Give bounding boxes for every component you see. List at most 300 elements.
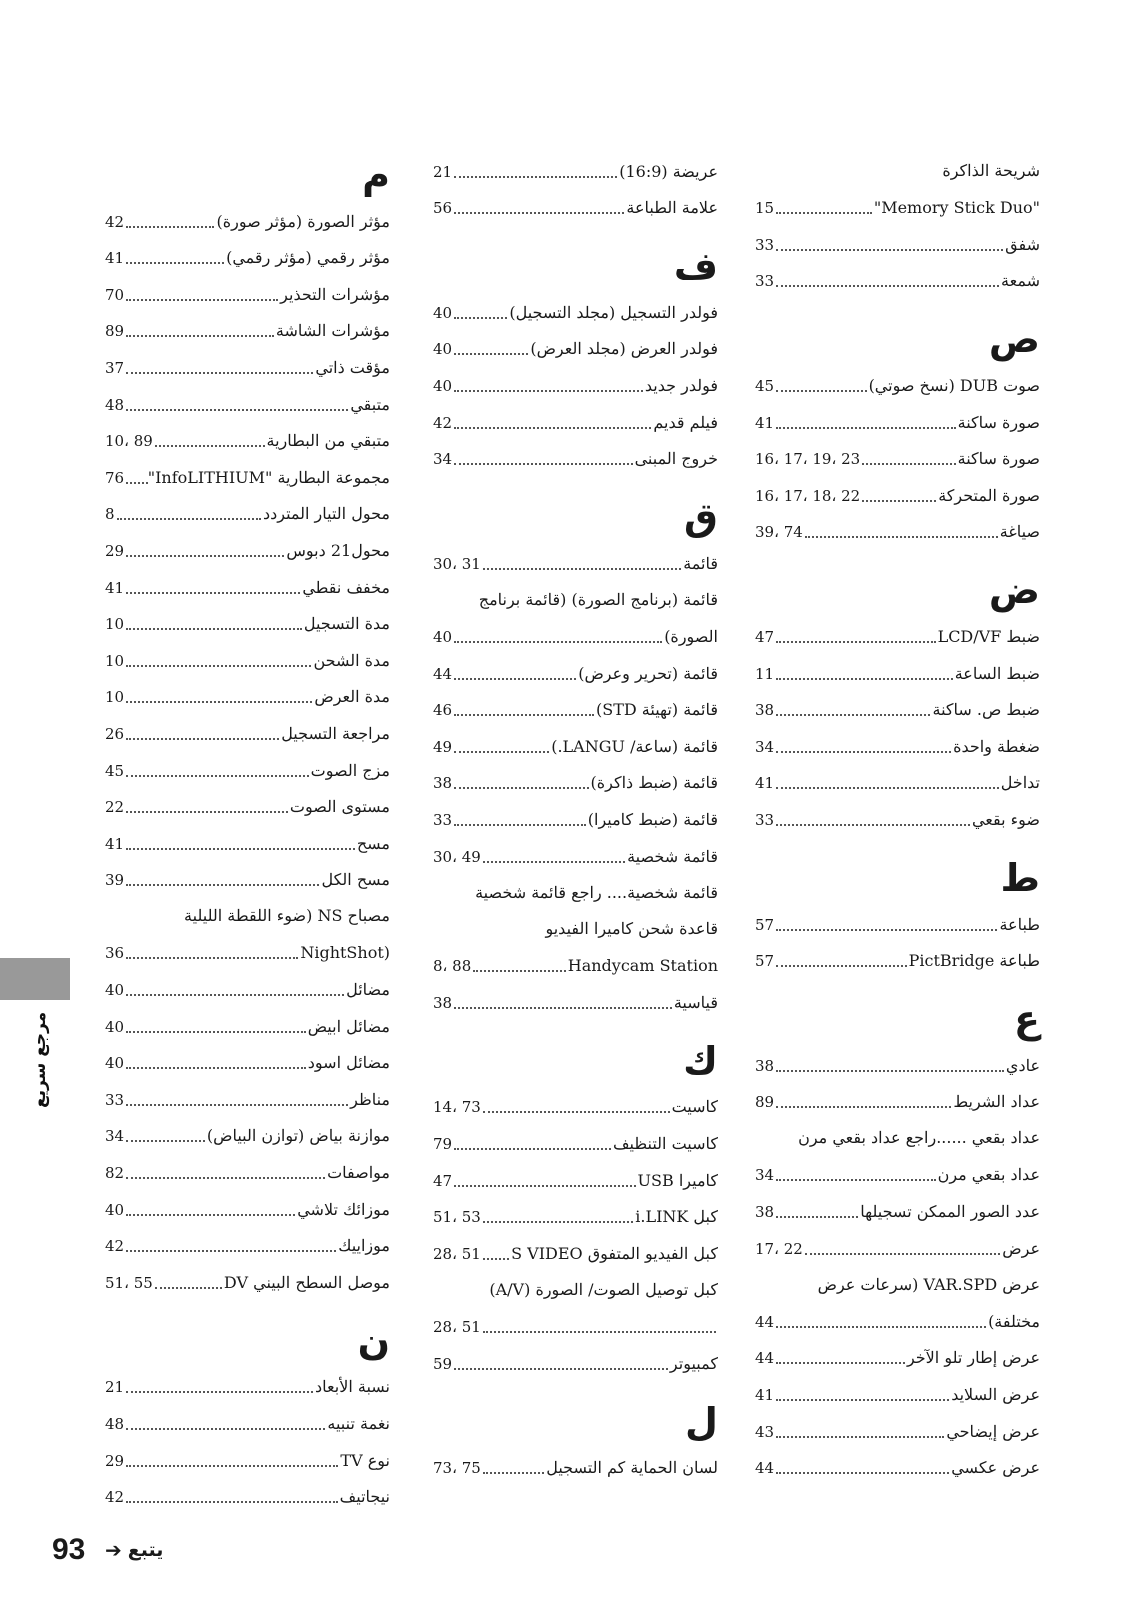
index-page-ref: 16، 17، 19، 23 <box>755 450 861 469</box>
index-entry <box>755 438 1040 475</box>
index-term: قائمة (تحرير وعرض) <box>578 663 718 683</box>
index-page-ref: 42 <box>105 1237 125 1256</box>
index-page-ref: 40 <box>433 627 453 646</box>
dot-leader <box>776 1179 935 1181</box>
index-page-ref: 47 <box>755 627 775 646</box>
dot-leader <box>126 335 274 337</box>
index-page-ref: 44 <box>755 1312 775 1331</box>
index-term: عرض السلايد <box>951 1385 1040 1405</box>
index-entry <box>755 1337 1040 1374</box>
index-entry-line: قاعدة شحن كاميرا الفيديو <box>545 919 718 939</box>
index-entry <box>105 786 390 823</box>
dot-leader <box>776 965 907 967</box>
index-letter-heading: ض <box>988 568 1040 613</box>
dot-leader <box>776 427 956 429</box>
index-term: نسبة الأبعاد <box>315 1377 390 1397</box>
index-entry <box>105 1005 390 1042</box>
dot-leader <box>776 787 999 789</box>
index-page-ref: 41 <box>105 578 125 597</box>
index-entry <box>755 474 1040 511</box>
dot-leader <box>454 1185 635 1187</box>
dot-leader <box>126 555 284 557</box>
dot-leader <box>776 751 951 753</box>
dot-leader <box>483 861 625 863</box>
index-page-ref: 42 <box>105 212 125 231</box>
index-term: قائمة (ساعة/ LANGU.) <box>551 736 718 756</box>
index-page-ref: 56 <box>433 199 453 218</box>
index-entry <box>433 1342 718 1379</box>
index-entry <box>755 1154 1040 1191</box>
index-group <box>433 241 718 474</box>
index-term: ضبط LCD/VF <box>937 626 1040 646</box>
index-page-ref: 30، 31 <box>433 554 481 573</box>
dot-leader <box>126 1104 348 1106</box>
dot-leader <box>126 1250 336 1252</box>
dot-leader <box>483 1331 716 1333</box>
index-page-ref: 49 <box>433 737 453 756</box>
index-term: ضوء بقعي <box>971 809 1040 829</box>
index-letter-heading: ع <box>1014 997 1040 1042</box>
index-entry <box>433 542 718 579</box>
index-entry-line: عرض VAR.SPD (سرعات عرض <box>817 1274 1040 1294</box>
index-entry <box>433 725 718 762</box>
index-page-ref: 79 <box>433 1135 453 1154</box>
index-group <box>433 1036 718 1379</box>
index-page-ref: 34 <box>105 1127 125 1146</box>
index-group <box>105 1316 390 1512</box>
dot-leader <box>483 1258 509 1260</box>
index-page-ref: 44 <box>433 664 453 683</box>
index-entry <box>755 689 1040 726</box>
index-entry <box>433 981 718 1018</box>
dot-leader <box>776 678 953 680</box>
index-term: مناظر <box>350 1089 390 1109</box>
index-term: نوع TV <box>340 1450 390 1470</box>
index-page-ref: 42 <box>105 1488 125 1507</box>
index-entry <box>105 1151 390 1188</box>
index-term: مسح الكل <box>321 870 390 890</box>
index-term: محول التيار المتردد <box>262 504 390 524</box>
dot-leader <box>776 285 999 287</box>
index-page-ref: 46 <box>433 701 453 720</box>
index-entry <box>105 273 390 310</box>
index-entry <box>105 1042 390 1079</box>
index-page-ref: 38 <box>755 1056 775 1075</box>
section-side-label: مرجع سريع <box>30 1011 50 1109</box>
dot-leader <box>454 427 651 429</box>
index-entry <box>433 1196 718 1233</box>
index-term: مؤشرات الشاشة <box>275 321 390 341</box>
index-entry <box>105 1115 390 1152</box>
index-entry-line: عداد بقعي ......راجع عداد بقعي مرن <box>798 1128 1040 1148</box>
index-entry <box>433 945 718 982</box>
dot-leader <box>126 1391 313 1393</box>
index-page-ref: 8، 88 <box>433 957 472 976</box>
dot-leader <box>126 592 300 594</box>
index-entry <box>755 511 1040 548</box>
index-letter-heading: ك <box>683 1038 718 1083</box>
index-entry <box>755 1447 1040 1484</box>
index-term: فولدر جديد <box>644 375 718 395</box>
index-entry <box>433 1159 718 1196</box>
index-page-ref: 89 <box>755 1093 775 1112</box>
index-page-ref: 22 <box>105 798 125 817</box>
dot-leader <box>776 1216 858 1218</box>
index-entry <box>755 940 1040 977</box>
index-letter-heading: م <box>362 153 390 197</box>
index-page-ref: 42 <box>433 413 453 432</box>
index-entry <box>105 1439 390 1476</box>
dot-leader <box>126 775 309 777</box>
index-page-ref: 59 <box>433 1354 453 1373</box>
index-term: الصورة) <box>664 626 718 646</box>
index-entry <box>105 749 390 786</box>
index-page-ref: 40 <box>433 340 453 359</box>
index-entry <box>755 260 1040 297</box>
index-entry <box>433 1447 718 1484</box>
index-page-ref: 41 <box>105 249 125 268</box>
dot-leader <box>483 1221 633 1223</box>
index-entry <box>755 903 1040 940</box>
index-entry <box>105 200 390 237</box>
index-entry <box>105 603 390 640</box>
index-entry <box>755 1227 1040 1264</box>
index-entry <box>433 798 718 835</box>
index-page-ref: 16، 17، 18، 22 <box>755 486 861 505</box>
index-entry <box>105 1225 390 1262</box>
dot-leader <box>776 1106 951 1108</box>
index-page-ref: 28، 51 <box>433 1244 481 1263</box>
index-page-ref: 34 <box>433 450 453 469</box>
dot-leader <box>126 1214 295 1216</box>
index-term: مدة التسجيل <box>303 614 390 634</box>
index-entry <box>105 676 390 713</box>
index-page-ref: 17، 22 <box>755 1239 803 1258</box>
index-entry <box>105 1402 390 1439</box>
index-entry <box>105 383 390 420</box>
index-group <box>755 150 1040 296</box>
dot-leader <box>483 568 681 570</box>
index-term: عداد بقعي مرن <box>937 1165 1040 1185</box>
index-entry-line: شريحة الذاكرة <box>942 161 1040 180</box>
dot-leader <box>126 884 319 886</box>
index-page-ref: 40 <box>105 1017 125 1036</box>
index-page-ref: 33 <box>433 810 453 829</box>
index-entry <box>433 652 718 689</box>
index-letter-heading: ف <box>673 244 718 289</box>
index-group <box>433 492 718 1018</box>
index-group <box>755 853 1040 976</box>
index-entry <box>433 762 718 799</box>
index-term: مستوى الصوت <box>289 797 390 817</box>
index-letter-heading: ق <box>684 495 718 540</box>
index-entry <box>433 1086 718 1123</box>
index-term: كبل الفيديو المتفوق S VIDEO <box>511 1243 718 1263</box>
index-term: قائمة شخصية <box>627 846 718 866</box>
index-letter-heading: ن <box>357 1318 390 1363</box>
dot-leader <box>454 353 528 355</box>
index-entry <box>105 310 390 347</box>
index-entry <box>105 456 390 493</box>
index-page-ref: 40 <box>105 1054 125 1073</box>
dot-leader <box>454 463 632 465</box>
index-page-ref: 70 <box>105 285 125 304</box>
index-page-ref: 10 <box>105 615 125 634</box>
index-term: مواصفات <box>327 1163 390 1183</box>
index-term: طباعة PictBridge <box>908 951 1040 971</box>
dot-leader <box>776 1070 1004 1072</box>
index-entry <box>105 859 390 896</box>
index-page-ref: 38 <box>433 993 453 1012</box>
index-term: قائمة <box>683 553 718 573</box>
index-page-ref: 11 <box>755 664 775 683</box>
index-term: شمعة <box>1001 271 1040 291</box>
index-entry <box>105 420 390 457</box>
dot-leader <box>126 1501 338 1503</box>
index-page-ref: 51، 53 <box>433 1208 481 1227</box>
dot-leader <box>473 970 566 972</box>
index-entry <box>755 223 1040 260</box>
dot-leader <box>862 463 955 465</box>
dot-leader <box>126 299 278 301</box>
dot-leader <box>454 714 594 716</box>
dot-leader <box>126 811 288 813</box>
index-term: مضائل <box>346 980 390 1000</box>
index-entry <box>755 1081 1040 1118</box>
index-page-ref: 10، 89 <box>105 432 153 451</box>
index-entry <box>755 1044 1040 1081</box>
index-page-ref: 39، 74 <box>755 523 803 542</box>
index-term: مؤثر رقمي (مؤثر رقمي) <box>226 248 390 268</box>
dot-leader <box>776 714 930 716</box>
index-page-ref: 29 <box>105 1451 125 1470</box>
index-entry <box>755 762 1040 799</box>
index-entry <box>105 1188 390 1225</box>
dot-leader <box>126 665 311 667</box>
dot-leader <box>126 262 224 264</box>
index-term: عرض إيضاحي <box>946 1421 1040 1441</box>
dot-leader <box>126 482 148 484</box>
index-term: ضبط ص. ساكنة <box>932 700 1040 720</box>
index-entry <box>105 493 390 530</box>
index-entry-line: مصباح NS (ضوء اللقطة الليلية <box>184 906 390 926</box>
index-term: صورة ساكنة <box>957 449 1040 469</box>
index-group <box>433 150 718 223</box>
dot-leader <box>155 445 265 447</box>
index-group <box>755 994 1040 1483</box>
index-term: مجموعة البطارية "InfoLITHIUM" <box>147 467 390 487</box>
index-term: كبل i.LINK <box>635 1207 718 1227</box>
dot-leader <box>454 317 507 319</box>
index-term: عادي <box>1005 1055 1040 1075</box>
index-term: متبقي <box>350 394 390 414</box>
index-entry <box>105 968 390 1005</box>
index-term: صورة ساكنة <box>957 412 1040 432</box>
index-term: محول21 دبوس <box>286 540 390 560</box>
page-number: 93 <box>52 1533 86 1566</box>
index-term: مدة العرض <box>314 687 390 707</box>
index-page-ref: 37 <box>105 358 125 377</box>
dot-leader <box>454 751 549 753</box>
index-entry <box>755 615 1040 652</box>
index-entry <box>433 689 718 726</box>
index-column-middle <box>433 150 718 1483</box>
index-term: مؤقت ذاتي <box>315 357 390 377</box>
index-entry <box>105 566 390 603</box>
index-page-ref: 15 <box>755 199 775 218</box>
dot-leader <box>454 787 588 789</box>
index-page-ref: 38 <box>755 1203 775 1222</box>
index-page-ref: 41 <box>105 834 125 853</box>
index-page-ref: 47 <box>433 1171 453 1190</box>
index-entry-line: قائمة (برنامج الصورة) (قائمة برنامج <box>478 589 718 609</box>
index-term: نغمة تنبيه <box>327 1414 390 1433</box>
index-term: كاسيت التنظيف <box>612 1134 718 1154</box>
index-page-ref: 57 <box>755 952 775 971</box>
dot-leader <box>862 500 936 502</box>
index-page-ref: 73، 75 <box>433 1459 481 1478</box>
index-page-ref: 39 <box>105 871 125 890</box>
index-term: قائمة (ضبط ذاكرة) <box>590 773 718 793</box>
index-letter-heading: ص <box>988 317 1040 362</box>
index-page-ref: 36 <box>105 944 125 963</box>
index-entry <box>105 529 390 566</box>
dot-leader <box>776 1362 905 1364</box>
index-term: نيجاتيف <box>339 1487 390 1507</box>
index-page-ref: 43 <box>755 1422 775 1441</box>
dot-leader <box>454 1368 668 1370</box>
dot-leader <box>776 929 997 931</box>
dot-leader <box>454 212 624 214</box>
index-term: عداد الشريط <box>953 1092 1040 1112</box>
index-page-ref: 10 <box>105 688 125 707</box>
index-term: عرض <box>1002 1238 1040 1258</box>
index-page-ref: 48 <box>105 1415 125 1433</box>
index-entry <box>433 1305 718 1342</box>
index-page-ref: 48 <box>105 395 125 414</box>
index-term: كمبيوتر <box>669 1353 718 1373</box>
index-page-ref: 44 <box>755 1459 775 1478</box>
index-page-ref: 28، 51 <box>433 1318 481 1337</box>
index-term: شفق <box>1005 234 1040 254</box>
index-entry <box>105 712 390 749</box>
index-term: Handycam Station <box>567 956 718 976</box>
index-page-ref: 51، 55 <box>105 1273 153 1292</box>
index-entry <box>433 364 718 401</box>
dot-leader <box>126 1428 325 1430</box>
index-term: طباعة <box>999 914 1040 934</box>
dot-leader <box>454 678 576 680</box>
index-group <box>755 565 1040 835</box>
index-page-ref: 33 <box>755 272 775 291</box>
index-term: مضائل ابيض <box>307 1016 390 1036</box>
dot-leader <box>126 1140 205 1142</box>
arrow-right-icon: ➔ <box>105 1538 122 1562</box>
index-entry <box>105 1476 390 1513</box>
dot-leader <box>126 1067 306 1069</box>
index-page-ref: 34 <box>755 737 775 756</box>
index-term: ضبط الساعة <box>954 663 1040 683</box>
index-entry <box>105 237 390 274</box>
index-page-ref: 26 <box>105 724 125 743</box>
index-page-ref: 40 <box>433 303 453 322</box>
continue-indicator <box>105 1538 163 1562</box>
index-page-ref: 76 <box>105 468 125 487</box>
index-term: خروج المبنى <box>634 449 718 469</box>
index-term: عرض عكسي <box>951 1458 1040 1478</box>
index-column-right <box>755 150 1040 1483</box>
dot-leader <box>126 957 298 959</box>
index-page-ref: 57 <box>755 915 775 934</box>
dot-leader <box>454 176 617 178</box>
dot-leader <box>126 372 313 374</box>
dot-leader <box>776 824 970 826</box>
index-entry <box>755 798 1040 835</box>
index-entry <box>755 652 1040 689</box>
index-term: موزاييك <box>338 1236 390 1256</box>
dot-leader <box>454 390 643 392</box>
dot-leader <box>126 628 302 630</box>
dot-leader <box>454 824 586 826</box>
index-term: صورة المتحركة <box>938 485 1040 505</box>
index-entry <box>433 291 718 328</box>
index-term: عدد الصور الممكن تسجيلها <box>860 1202 1040 1222</box>
index-page-ref: 33 <box>755 810 775 829</box>
dot-leader <box>126 409 348 411</box>
index-term: فولدر العرض (مجلد العرض) <box>530 339 718 359</box>
index-page-ref: 45 <box>105 761 125 780</box>
index-page-ref: 10 <box>105 651 125 670</box>
index-entry <box>755 187 1040 224</box>
index-term: عرض إطار تلو الآخر <box>906 1348 1040 1368</box>
index-letter-heading: ط <box>1000 855 1040 900</box>
index-term: كاسيت <box>671 1097 718 1117</box>
index-page-ref: 44 <box>755 1349 775 1368</box>
dot-leader <box>454 1007 672 1009</box>
index-page-ref: 30، 49 <box>433 847 481 866</box>
index-page-ref: 40 <box>105 1200 125 1219</box>
index-term: لسان الحماية كم التسجيل <box>546 1458 718 1478</box>
dot-leader <box>776 1472 949 1474</box>
dot-leader <box>776 1399 949 1401</box>
index-page-ref: 82 <box>105 1164 125 1183</box>
dot-leader <box>126 848 355 850</box>
dot-leader <box>454 641 662 643</box>
dot-leader <box>454 1148 611 1150</box>
index-entry <box>433 401 718 438</box>
index-group <box>755 314 1040 547</box>
index-entry <box>105 822 390 859</box>
index-page-ref: 8 <box>105 505 115 524</box>
index-term: قائمة (ضبط كاميرا) <box>587 809 718 829</box>
index-page-ref: 21 <box>105 1378 125 1397</box>
index-term: "Memory Stick Duo" <box>873 198 1040 218</box>
index-column-left <box>105 150 390 1512</box>
dot-leader <box>776 641 935 643</box>
index-page-ref: 41 <box>755 774 775 793</box>
index-term: ضغطة واحدة <box>953 736 1040 756</box>
index-term: مضائل اسود <box>307 1053 390 1073</box>
index-entry <box>105 1366 390 1403</box>
index-term: مؤشرات التحذير <box>280 284 390 304</box>
index-entry <box>433 438 718 475</box>
index-page-ref: 21 <box>433 162 453 181</box>
index-page-ref: 89 <box>105 322 125 341</box>
index-letter-heading: ل <box>685 1399 718 1444</box>
index-entry <box>433 1122 718 1159</box>
index-page-ref: 40 <box>433 376 453 395</box>
dot-leader <box>126 1031 306 1033</box>
